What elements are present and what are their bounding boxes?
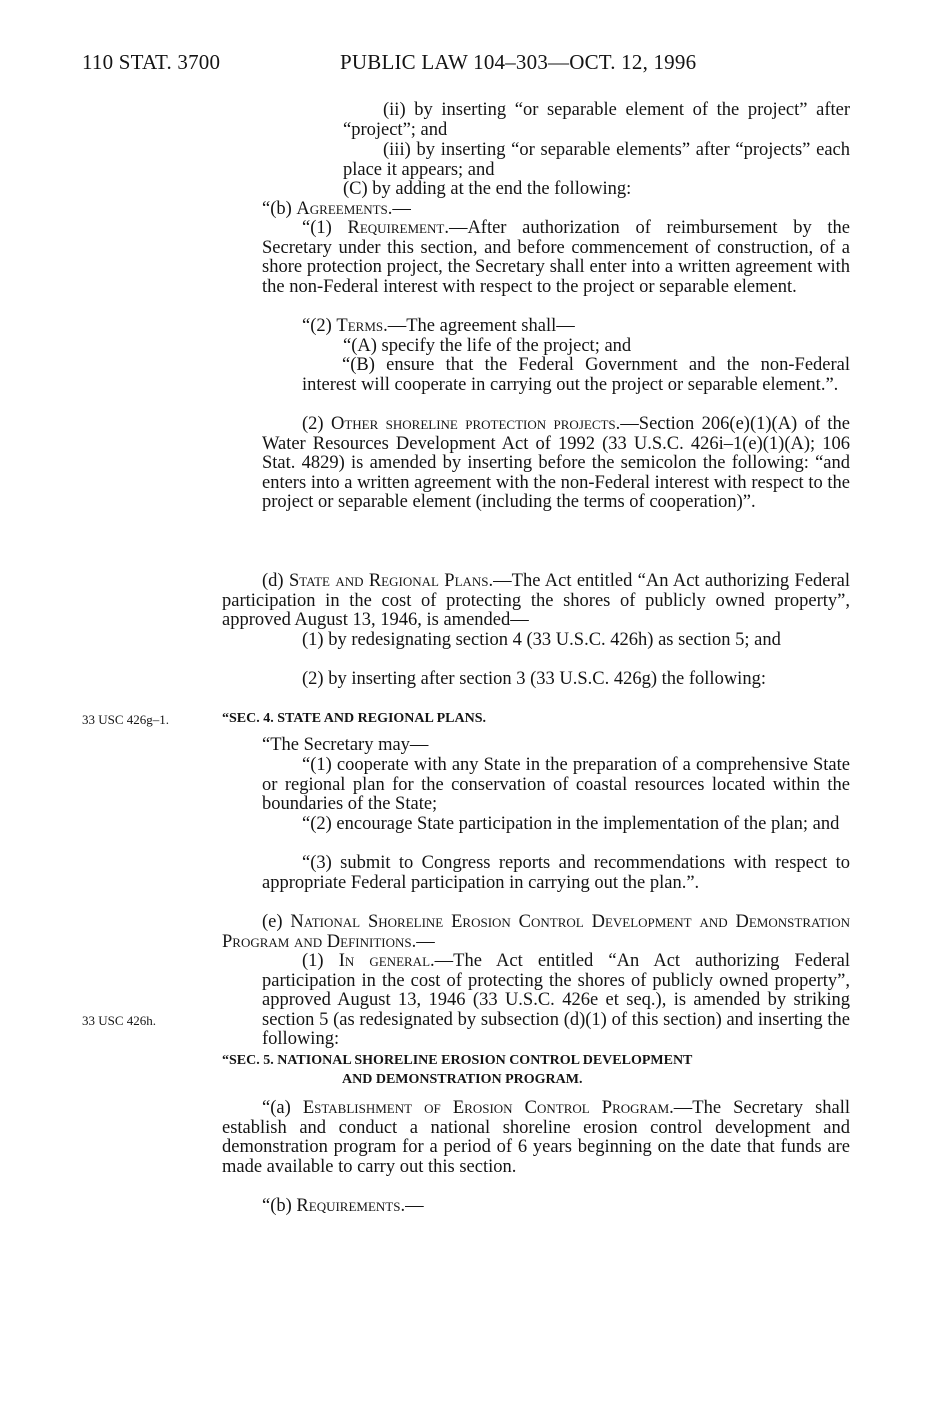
paragraph-2-other-shoreline (262, 415, 850, 513)
section-5-heading-line2: AND DEMONSTRATION PROGRAM. (342, 1072, 583, 1087)
pe-label: National Shoreline Erosion Control Development and Demonstration Program and Definitions (222, 912, 850, 952)
margin-note-426g-1: 33 USC 426g–1. (82, 712, 170, 727)
paragraph-d-1: (1) by redesignating section 4 (33 U.S.C. 426h) as section 5; and (302, 630, 781, 650)
paragraph-sec4-3: “(3) submit to Congress reports and recommendations with respect to appropriate Federal participation in carrying out the plan.”. (262, 853, 850, 893)
page-header-title: PUBLIC LAW 104–303—OCT. 12, 1996 (340, 50, 697, 74)
paragraph-sec4-1: “(1) cooperate with any State in the preparation of a comprehensive State or regional plan for the conservation of coastal resources located within the boundaries of the State; (262, 755, 850, 815)
paragraph-e-1-in-general (262, 952, 850, 1050)
p2-terms-prefix: “(2) (302, 316, 337, 336)
paragraph-d-2: (2) by inserting after section 3 (33 U.S.C. 426g) the following: (302, 669, 766, 689)
pd-text: .—The Act entitled “An Act authorizing Federal participation in the cost of protecting the shores of publicly owned property”, approved August 13, 1946, is amended— (222, 571, 850, 631)
p1-req-prefix: “(1) (302, 218, 348, 238)
heading-b-agreements (262, 200, 850, 220)
pe-suffix: .— (411, 931, 435, 952)
pd-prefix: (d) (262, 571, 289, 591)
p2-terms-text: .—The agreement shall— (383, 316, 575, 336)
paragraph-sec4-2: “(2) encourage State participation in the implementation of the plan; and (302, 814, 840, 834)
page-header-stat: 110 STAT. 3700 (82, 50, 221, 74)
paragraph-iii: (iii) by inserting “or separable elements” after “projects” each place it appears; and (343, 140, 850, 180)
paragraph-A: “(A) specify the life of the project; and (343, 336, 632, 356)
heading-b-suffix: .— (387, 199, 411, 219)
p5a-label: Establishment of Erosion Control Program (302, 1098, 670, 1118)
margin-note-426h: 33 USC 426h. (82, 1013, 157, 1028)
paragraph-C: (C) by adding at the end the following: (343, 179, 632, 199)
p5a-text: .—The Secretary shall establish and conduct a national shoreline erosion control development and demonstration program for a period of 6 years beginning on the date that funds are made available to carry out this section. (222, 1098, 851, 1177)
heading-b-prefix: “(b) (262, 199, 297, 219)
paragraph-ii: (ii) by inserting “or separable element of the project” after “project”; and (343, 100, 850, 140)
p2-other-label: Other shoreline protection projects (330, 414, 616, 434)
p5b-suffix: .— (400, 1196, 424, 1216)
p1-req-text: .—After authorization of reimbursement by the Secretary under this section, and before commencement of construction, of a shore protection project, the Secretary shall enter into a written agreement with the non-Federal interest with respect to the project or separable element. (262, 218, 850, 297)
paragraph-e-national-program (222, 913, 850, 952)
p5b-label: Requirements (296, 1196, 401, 1216)
p1-req-label: Requirement (347, 218, 445, 238)
paragraph-1-requirement (262, 219, 850, 297)
pe-prefix: (e) (262, 912, 291, 932)
pe1-label: In general (338, 951, 431, 971)
section-4-heading: “SEC. 4. STATE AND REGIONAL PLANS. (222, 711, 486, 726)
paragraph-sec5-a (222, 1099, 850, 1177)
p5b-prefix: “(b) (262, 1196, 297, 1216)
pe1-text: .—The Act entitled “An Act authorizing Federal participation in the cost of protecting the shores of publicly owned property”, approved August 13, 1946 (33 U.S.C. 426e et seq.), is amended by striking section 5 (as redesignated by subsection (d)(1) of this section) and inserting the following: (262, 951, 850, 1050)
paragraph-B: “(B) ensure that the Federal Government and the non-Federal interest will cooperate in carrying out the project or separable element.”. (302, 355, 850, 395)
paragraph-secretary-may: “The Secretary may— (262, 735, 429, 755)
pe1-prefix: (1) (302, 951, 339, 971)
pd-label: State and Regional Plans (288, 571, 489, 591)
section-5-heading-line1: “SEC. 5. NATIONAL SHORELINE EROSION CONTROL DEVELOPMENT (222, 1053, 693, 1068)
p2-other-text: .—Section 206(e)(1)(A) of the Water Resources Development Act of 1992 (33 U.S.C. 426i–1(e)(1)(A); 106 Stat. 4829) is amended by inserting before the semicolon the following: “and enters into a written agreement with the non-Federal interest with respect to the project or separable element (including the terms of cooperation)”. (262, 414, 850, 513)
p2-terms-label: Terms (336, 316, 384, 336)
heading-sec5-b-requirements (262, 1197, 850, 1217)
heading-b-label: Agreements (296, 199, 388, 219)
p2-other-prefix: (2) (302, 414, 331, 434)
paragraph-2-terms (302, 317, 850, 337)
p5a-prefix: “(a) (262, 1098, 303, 1118)
paragraph-d-state-regional (222, 572, 850, 631)
